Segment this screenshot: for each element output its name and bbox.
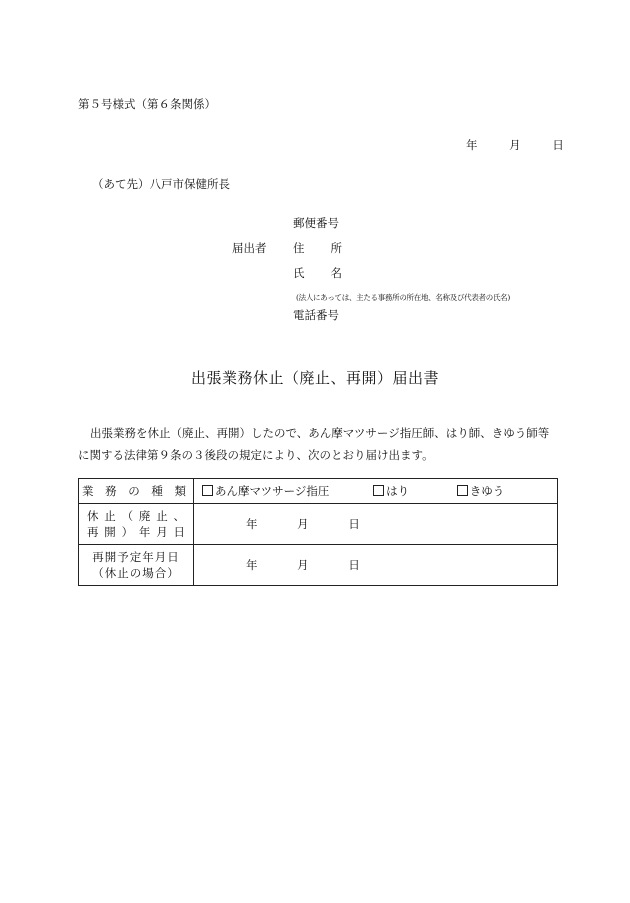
suspension-label-char: 、 — [173, 509, 185, 523]
address-label — [293, 240, 342, 256]
option-anma[interactable] — [202, 483, 329, 499]
suspension-label-char: 再 — [87, 525, 99, 539]
addressee: （あて先）八戸市保健所長 — [92, 177, 230, 191]
body-text: 出張業務を休止（廃止、再開）したので、あん摩マツサージ指圧師、はり師、きゆう師等に関する法律第９条の３後段の規定により、次のとおり届け出ます。 — [78, 426, 550, 462]
name-label-char-2: 名 — [330, 266, 342, 280]
checkbox-icon — [373, 485, 384, 496]
suspension-label-line-1 — [79, 508, 193, 524]
suspension-label-char: 止 — [156, 509, 168, 523]
option-kyu-label: きゆう — [469, 484, 505, 498]
date-year: 年 — [466, 138, 478, 152]
business-type-label: 業 務 の 種 類 — [79, 479, 194, 504]
suspension-label-char: 開 — [104, 525, 116, 539]
suspension-date-value[interactable] — [194, 504, 558, 545]
option-kyu[interactable] — [457, 483, 505, 499]
business-type-options — [194, 479, 558, 504]
option-hari-label: はり — [386, 484, 410, 498]
corporate-note: (法人にあっては、主たる事務所の所在地、名称及び代表者の氏名) — [296, 293, 510, 302]
option-anma-label: あん摩マツサージ指圧 — [215, 484, 330, 498]
table-row-resume-date — [79, 545, 558, 586]
suspension-label-char: ） — [121, 525, 134, 539]
resume-date-label — [79, 545, 194, 586]
date-month: 月 — [509, 138, 521, 152]
option-hari[interactable] — [373, 483, 409, 499]
resume-date-value[interactable] — [194, 545, 558, 586]
suspension-label-char: 月 — [156, 525, 168, 539]
resume-day: 日 — [348, 558, 360, 572]
table-row-business-type — [79, 479, 558, 504]
suspension-label-char: 休 — [87, 509, 99, 523]
postal-code-label: 郵便番号 — [293, 216, 339, 230]
date-day: 日 — [552, 138, 564, 152]
suspension-label-line-2 — [79, 524, 193, 540]
resume-year: 年 — [246, 558, 258, 572]
suspension-month: 月 — [297, 517, 309, 531]
name-label — [293, 265, 342, 281]
phone-label: 電話番号 — [293, 308, 339, 322]
suspension-year: 年 — [246, 517, 258, 531]
suspension-day: 日 — [348, 517, 360, 531]
table-row-suspension-date — [79, 504, 558, 545]
name-label-char-1: 氏 — [293, 266, 305, 280]
address-label-char-1: 住 — [293, 241, 305, 255]
document-title: 出張業務休止（廃止、再開）届出書 — [190, 369, 439, 387]
resume-month: 月 — [297, 558, 309, 572]
suspension-label-char: 日 — [173, 525, 185, 539]
suspension-label-char: 年 — [138, 525, 151, 539]
resume-label-line-1: 再開予定年月日 — [92, 550, 180, 564]
submission-date — [466, 137, 564, 153]
suspension-label-char: （ — [121, 509, 134, 523]
suspension-label-char: 廃 — [138, 509, 151, 523]
suspension-label-char: 止 — [104, 509, 116, 523]
checkbox-icon — [202, 485, 213, 496]
resume-label-line-2: （休止の場合） — [92, 566, 180, 580]
checkbox-icon — [457, 485, 468, 496]
form-number: 第５号様式（第６条関係） — [78, 97, 216, 111]
notification-table — [78, 478, 558, 586]
applicant-label: 届出者 — [232, 241, 267, 255]
suspension-date-label — [79, 504, 194, 545]
address-label-char-2: 所 — [330, 241, 342, 255]
